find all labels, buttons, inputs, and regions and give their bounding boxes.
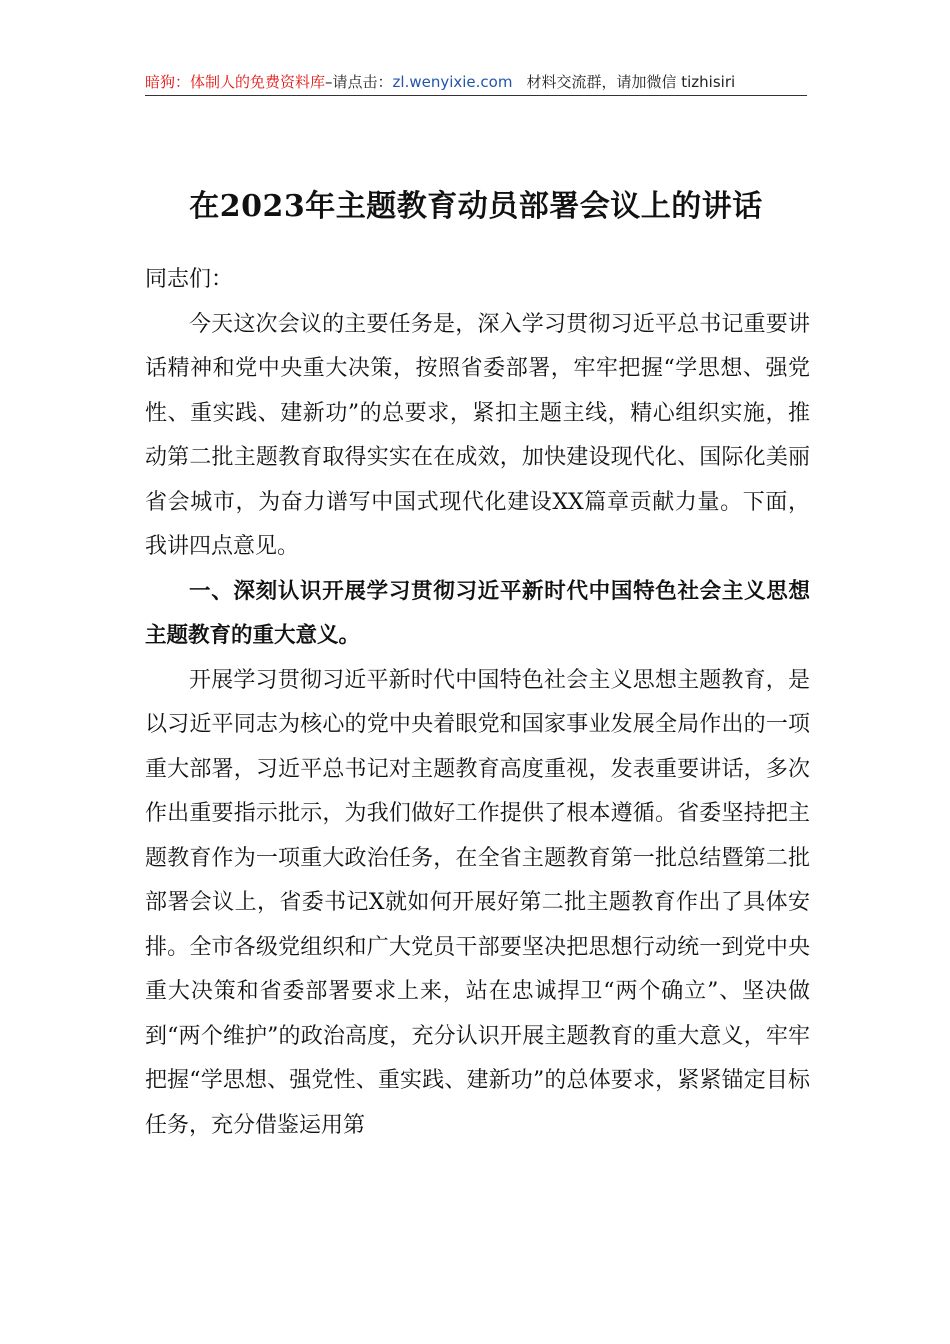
document-body	[145, 258, 810, 1148]
document-title: 在2023年主题教育动员部署会议上的讲话	[189, 189, 763, 225]
header-url-link[interactable]: zl.wenyixie.com	[392, 73, 513, 91]
paragraph: 开展学习贯彻习近平新时代中国特色社会主义思想主题教育，是以习近平同志为核心的党中央着眼党和国家事业发展全局作出的一项重大部署，习近平总书记对主题教育高度重视，发表重要讲话，多次作出重要指示批示，为我们做好工作提供了根本遵循。省委坚持把主题教育作为一项重大政治任务，在全省主题教育第一批总结暨第二批部署会议上，省委书记X就如何开展好第二批主题教育作出了具体安排。全市各级党组织和广大党员干部要坚决把思想行动统一到党中央重大决策和省委部署要求上来，站在忠诚捍卫“两个确立”、坚决做到“两个维护”的政治高度，充分认识开展主题教育的重大意义，牢牢把握“学思想、强党性、重实践、建新功”的总体要求，紧紧锚定目标任务，充分借鉴运用第	[145, 667, 810, 1138]
section-heading: 一、深刻认识开展学习贯彻习近平新时代中国特色社会主义思想主题教育的重大意义。	[145, 578, 810, 648]
header-divider	[145, 95, 807, 96]
header-prompt: –请点击：	[325, 73, 393, 91]
paragraph: 今天这次会议的主要任务是，深入学习贯彻习近平总书记重要讲话精神和党中央重大决策，按照省委部署，牢牢把握“学思想、强党性、重实践、建新功”的总要求，紧扣主题主线，精心组织实施，推动第二批主题教育取得实实在在成效，加快建设现代化、国际化美丽省会城市，为奋力谱写中国式现代化建设XX篇章贡献力量。下面，我讲四点意见。	[145, 311, 810, 559]
page-header	[145, 70, 807, 94]
header-site-name: 暗狗：体制人的免费资料库	[145, 73, 326, 91]
header-contact: 材料交流群，请加微信 tizhisiri	[526, 73, 736, 91]
salutation: 同志们：	[145, 267, 234, 292]
